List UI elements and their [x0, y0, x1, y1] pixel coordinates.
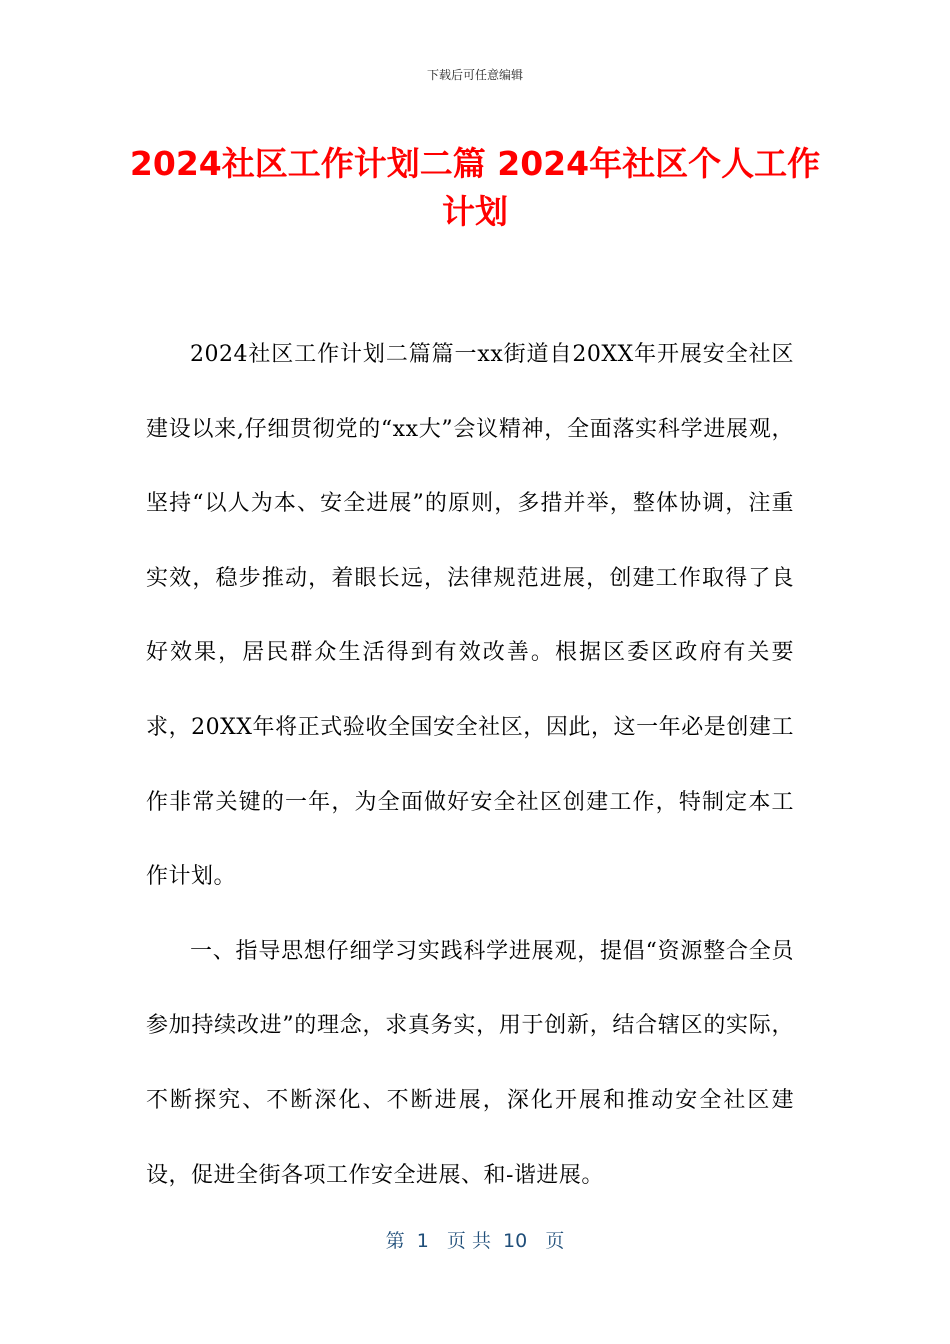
header-note: 下载后可任意编辑: [426, 68, 523, 82]
paragraph: 一、指导思想仔细学习实践科学进展观，提倡“资源整合全员参加持续改进”的理念，求真务实，用于创新，结合辖区的实际，不断探究、不断深化、不断进展，深化开展和推动安全社区建设，促进全街各项工作安全进展、和-谐进展。: [146, 938, 794, 1188]
page-number-footer: 第 1 页 共 10 页: [385, 1230, 565, 1252]
document-title: 2024社区工作计划二篇 2024年社区个人工作计划: [129, 144, 821, 231]
document-body: [146, 318, 794, 1213]
paragraph: 2024社区工作计划二篇篇一xx街道自20XX年开展安全社区建设以来,仔细贯彻党的“xx大”会议精神，全面落实科学进展观，坚持“以人为本、安全进展”的原则，多措并举，整体协调，注重实效，稳步推动，着眼长远，法律规范进展，创建工作取得了良好效果，居民群众生活得到有效改善。根据区委区政府有关要求，20XX年将正式验收全国安全社区，因此，这一年必是创建工作非常关键的一年，为全面做好安全社区创建工作，特制定本工作计划。: [146, 342, 794, 890]
